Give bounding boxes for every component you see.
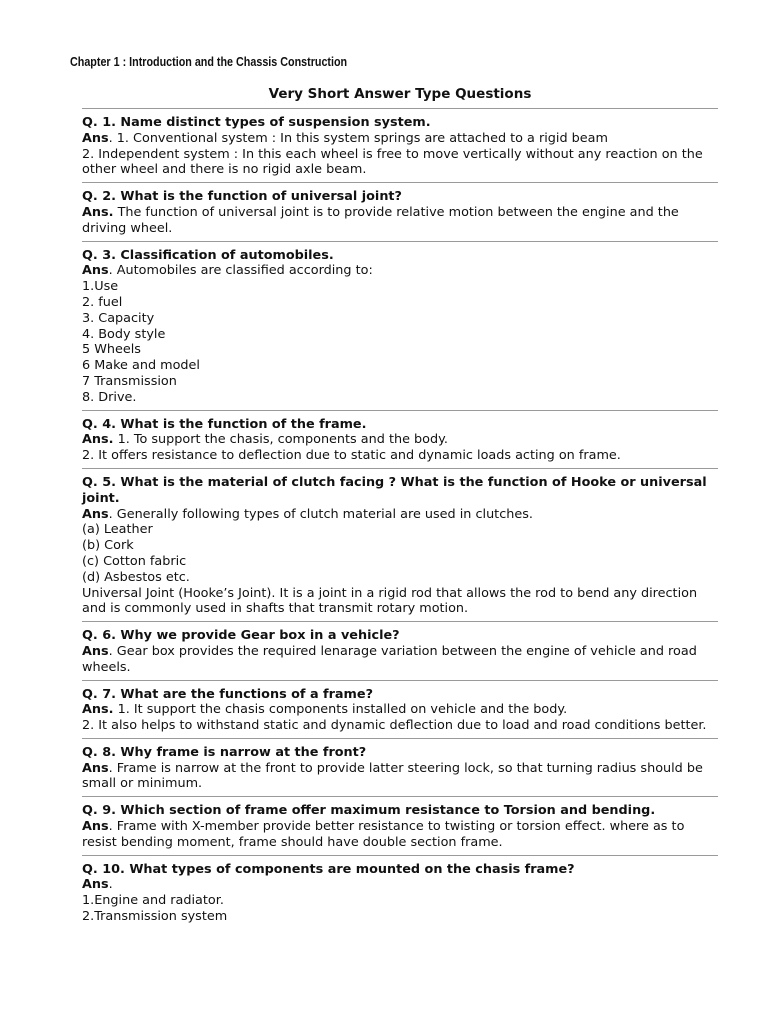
qa-block — [82, 856, 718, 929]
answer-line: 2. Independent system : In this each wheel is free to move vertically without any reaction on the other wheel and there is no rigid axle beam. — [82, 146, 703, 178]
question: Q. 4. What is the function of the frame. — [82, 416, 367, 432]
answer-label: Ans — [82, 263, 109, 279]
question: Q. 7. What are the functions of a frame? — [82, 686, 373, 702]
answer-text: 1. It support the chasis components installed on vehicle and the body. — [113, 702, 568, 718]
answer-line: 1.Use — [82, 279, 119, 295]
answer — [82, 263, 718, 279]
question: Q. 1. Name distinct types of suspension system. — [82, 115, 431, 130]
answer-line: 1.Engine and radiator. — [82, 893, 224, 909]
answer-text: . Automobiles are classified according to: — [108, 263, 373, 279]
qa-block — [82, 469, 718, 621]
answer-text: 1. To support the chasis, components and the body. — [113, 432, 448, 448]
qa-block — [82, 411, 718, 468]
section-title: Very Short Answer Type Questions — [268, 86, 532, 102]
question: Q. 5. What is the material of clutch facing ? What is the function of Hooke or universal joint. — [82, 474, 707, 506]
answer-line: 4. Body style — [82, 326, 166, 342]
answer-label: Ans — [82, 130, 109, 146]
chapter-title: Chapter 1 : Introduction and the Chassis Construction — [70, 55, 348, 69]
answer-line: Universal Joint (Hooke’s Joint). It is a joint in a rigid rod that allows the rod to bend any direction and is commonly used in shafts that transmit rotary motion. — [82, 585, 698, 617]
qa-list — [82, 108, 718, 929]
question: Q. 6. Why we provide Gear box in a vehicle? — [82, 628, 400, 644]
answer-text: . Generally following types of clutch material are used in clutches. — [108, 506, 533, 522]
answer-line: 2.Transmission system — [82, 909, 228, 925]
question: Q. 8. Why frame is narrow at the front? — [82, 744, 367, 760]
answer-text: The function of universal joint is to provide relative motion between the engine and the driving wheel. — [82, 204, 679, 236]
question: Q. 10. What types of components are mounted on the chasis frame? — [82, 861, 575, 877]
answer-label: Ans — [82, 819, 109, 835]
answer-label: Ans. — [82, 702, 114, 718]
answer-text: . Gear box provides the required lenarage variation between the engine of vehicle and road wheels. — [82, 643, 697, 675]
qa-block — [82, 109, 718, 182]
answer — [82, 131, 718, 147]
answer-line: 5 Wheels — [82, 342, 141, 358]
answer-label: Ans — [82, 760, 109, 776]
qa-block — [82, 739, 718, 796]
answer-text: . — [108, 877, 113, 893]
answer-line: (c) Cotton fabric — [82, 553, 187, 569]
question: Q. 9. Which section of frame offer maximum resistance to Torsion and bending. — [82, 803, 656, 819]
question: Q. 2. What is the function of universal joint? — [82, 189, 402, 205]
answer — [82, 507, 718, 523]
qa-block — [82, 622, 718, 679]
answer-label: Ans. — [82, 432, 114, 448]
answer — [82, 702, 718, 718]
answer — [82, 819, 718, 851]
answer-line: (a) Leather — [82, 522, 153, 538]
answer-line: 2. fuel — [82, 294, 123, 310]
question: Q. 3. Classification of automobiles. — [82, 247, 334, 263]
answer-text: . Frame with X-member provide better resistance to twisting or torsion effect. where as to resist bending moment, frame should have double section frame. — [82, 819, 685, 850]
answer-line: 7 Transmission — [82, 373, 177, 389]
answer-line: 2. It offers resistance to deflection due to static and dynamic loads acting on frame. — [82, 448, 621, 464]
answer-label: Ans — [82, 643, 109, 659]
answer-line: 8. Drive. — [82, 389, 137, 405]
answer-line: (d) Asbestos etc. — [82, 569, 190, 585]
answer-label: Ans. — [82, 204, 114, 220]
answer-line: (b) Cork — [82, 538, 134, 554]
answer-label: Ans — [82, 506, 109, 522]
qa-block — [82, 183, 718, 240]
answer-text: . 1. Conventional system : In this system springs are attached to a rigid beam — [108, 130, 608, 146]
answer — [82, 205, 718, 237]
answer-text: . Frame is narrow at the front to provide latter steering lock, so that turning radius should be small or minimum. — [82, 760, 703, 792]
qa-block — [82, 242, 718, 410]
answer-line: 6 Make and model — [82, 358, 200, 374]
qa-block — [82, 681, 718, 738]
answer-label: Ans — [82, 877, 109, 893]
answer-line: 3. Capacity — [82, 310, 155, 326]
answer-line: 2. It also helps to withstand static and dynamic deflection due to load and road conditions better. — [82, 718, 707, 734]
answer — [82, 432, 718, 448]
answer — [82, 877, 718, 893]
answer — [82, 644, 718, 676]
qa-block — [82, 797, 718, 854]
answer — [82, 761, 718, 793]
